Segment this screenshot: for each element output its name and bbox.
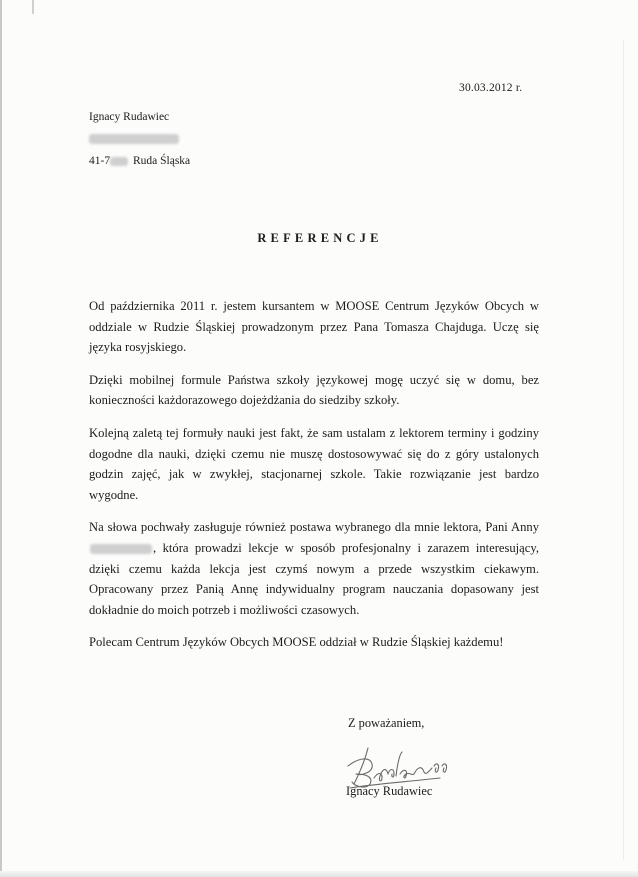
closing-salutation: Z poważaniem, [348,716,425,730]
letter-date: 30.03.2012 r. [459,82,523,94]
paragraph-4-after: , która prowadzi lekcje w sposób profesjonalny i zarazem interesujący, dzięki czemu każda lekcja jest czymś nowym a przede wszystkim ciekawym. Opracowany przez Panią Annę indywidualny program nauczania dopasowany jest dokładnie do moich potrzeb i możliwości czasowych. [89,540,539,617]
redacted-street [89,134,179,144]
paragraph-4-before: Na słowa pochwały zasługuje również postawa wybranego dla mnie lektora, Pani Anny [89,520,539,535]
signer-name: Ignacy Rudawiec [346,784,433,798]
paragraph-4 [89,517,539,620]
scan-bottom-smudge [0,871,638,877]
scan-top-mark [32,0,34,14]
letter-body [89,296,539,653]
paragraph-2: Dzięki mobilnej formule Państwa szkoły językowej mogę uczyć się w domu, bez konieczności każdorazowego dojeżdżania do siedziby szkoły. [89,372,539,408]
paragraph-3: Kolejną zaletą tej formuły nauki jest fakt, że sam ustalam z lektorem terminy i godziny dogodne dla nauki, dzięki czemu nie muszę dostosowywać się do z góry ustalonych godzin zajęć, jak w zwykłej, stacjonarnej szkole. Takie rozwiązanie jest bardzo wygodne. [89,425,539,502]
redacted-teacher-surname [90,544,152,554]
scan-left-edge [0,0,2,877]
paragraph-1: Od października 2011 r. jestem kursantem w MOOSE Centrum Języków Obcych w oddziale w Rudzie Śląskiej prowadzonym przez Pana Tomasza Chajduga. Uczę się języka rosyjskiego. [89,299,539,355]
sender-street-row [89,128,190,150]
sender-city-row [89,150,190,172]
letter-heading: REFERENCJE [257,231,383,245]
redacted-zip [110,157,128,166]
paragraph-5: Polecam Centrum Języków Obcych MOOSE oddział w Rudzie Śląskiej każdemu! [89,635,504,650]
sender-name: Ignacy Rudawiec [89,111,170,123]
sender-address-block [89,106,190,172]
sender-city: Ruda Śląska [132,155,191,167]
scan-right-fold [623,40,624,860]
sender-zip-prefix: 41-7 [89,155,111,167]
